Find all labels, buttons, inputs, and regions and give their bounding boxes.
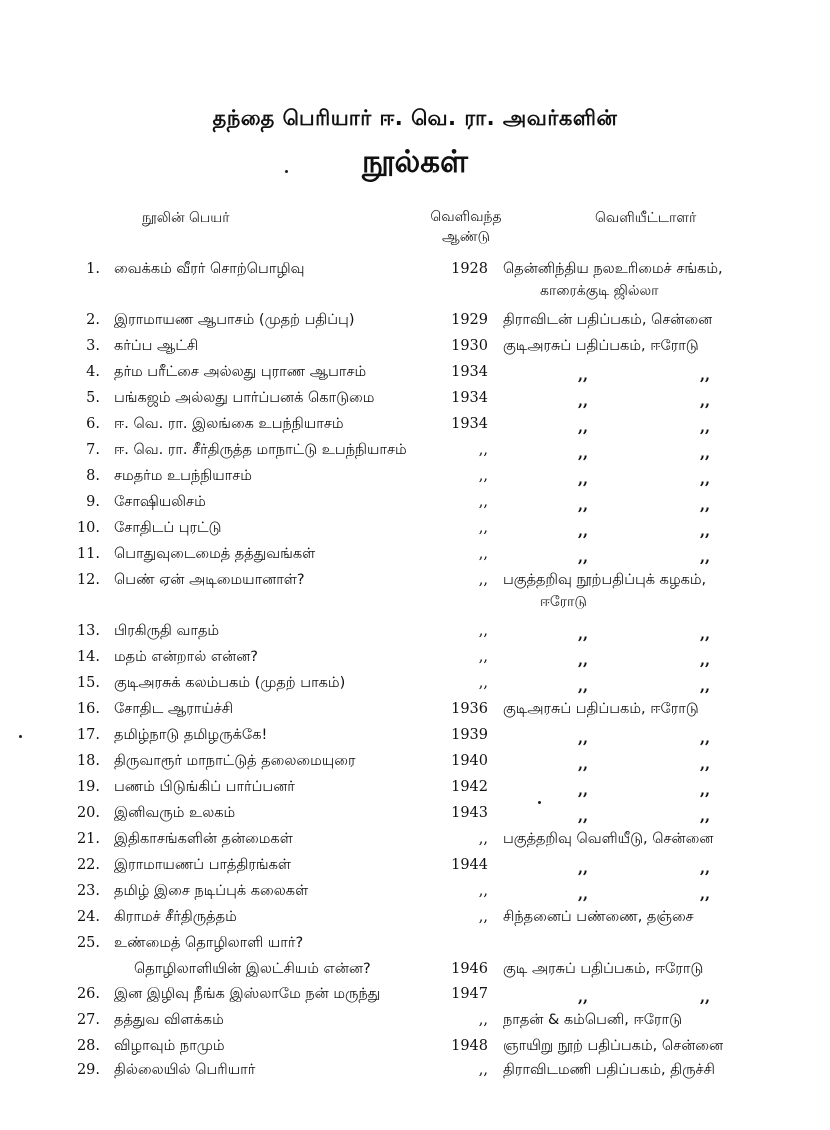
publication-year: ,,: [478, 520, 488, 536]
book-title: பிரகிருதி வாதம்: [114, 623, 220, 639]
book-title: இனிவரும் உலகம்: [114, 805, 236, 821]
book-number: 27.: [76, 1012, 100, 1028]
book-title: தமிழ்நாடு தமிழருக்கே!: [114, 727, 268, 743]
book-title: கிராமச் சீர்திருத்தம்: [114, 909, 237, 925]
book-title: பங்கஜம் அல்லது பார்ப்பனக் கொடுமை: [114, 390, 375, 406]
table-row: [0, 723, 830, 747]
publisher-ditto-mark: ,,: [578, 549, 589, 566]
publisher-ditto-mark: ,,: [578, 756, 589, 773]
table-row: [0, 542, 830, 566]
table-row: [0, 464, 830, 488]
publisher-ditto-mark: ,,: [578, 730, 589, 747]
book-number: 6.: [86, 416, 100, 432]
publication-year: 1934: [451, 364, 488, 380]
book-title: தர்ம பரீட்சை அல்லது புராண ஆபாசம்: [114, 364, 367, 380]
publisher-ditto-mark: ,,: [700, 730, 711, 747]
publisher-ditto-mark: ,,: [700, 497, 711, 514]
book-number: 9.: [86, 494, 100, 510]
book-title: தமிழ் இசை நடிப்புக் கலைகள்: [114, 883, 309, 899]
publisher-ditto-mark: ,,: [700, 808, 711, 825]
book-number: 17.: [76, 727, 100, 743]
publication-year: 1948: [451, 1038, 488, 1054]
book-number: 20.: [76, 805, 100, 821]
publisher-name: குடிஅரசுப் பதிப்பகம், ஈரோடு: [503, 338, 699, 354]
table-row: [0, 905, 830, 929]
publication-year: ,,: [478, 1012, 488, 1028]
publication-year: 1947: [451, 986, 488, 1002]
publisher-ditto-mark: ,,: [578, 678, 589, 695]
column-header-book-name: நூலின் பெயர்: [142, 210, 230, 226]
table-row: [0, 568, 830, 610]
book-number: 24.: [76, 909, 100, 925]
publisher-ditto-mark: ,,: [700, 549, 711, 566]
book-number: 23.: [76, 883, 100, 899]
book-title: பணம் பிடுங்கிப் பார்ப்பனர்: [114, 779, 295, 795]
publication-year: 1944: [451, 857, 488, 873]
book-number: 7.: [86, 442, 100, 458]
book-title: உண்மைத் தொழிலாளி யார்?: [114, 935, 304, 951]
publisher-ditto-mark: ,,: [700, 756, 711, 773]
publisher-name: ஞாயிறு நூற் பதிப்பகம், சென்னை: [503, 1038, 724, 1054]
table-row: [0, 1008, 830, 1032]
table-row: [0, 931, 830, 977]
table-row: [0, 671, 830, 695]
publisher-name: திராவிடன் பதிப்பகம், சென்னை: [503, 312, 713, 328]
book-number: 13.: [76, 623, 100, 639]
publisher-ditto-mark: ,,: [700, 678, 711, 695]
table-row: [0, 516, 830, 540]
publication-year: ,,: [478, 494, 488, 510]
publication-year: ,,: [478, 623, 488, 639]
publisher-ditto-mark: ,,: [700, 419, 711, 436]
book-number: 11.: [76, 546, 100, 562]
publisher-ditto-mark: ,,: [578, 782, 589, 799]
publisher-ditto-mark: ,,: [578, 989, 589, 1006]
publisher-ditto-mark: ,,: [578, 808, 589, 825]
table-row: [0, 412, 830, 436]
table-row: [0, 360, 830, 384]
publisher-ditto-mark: ,,: [578, 652, 589, 669]
book-title: இன இழிவு நீங்க இஸ்லாமே நன் மருந்து: [114, 986, 381, 1002]
publication-year: ,,: [478, 883, 488, 899]
publisher-name: குடி அரசுப் பதிப்பகம், ஈரோடு: [503, 961, 704, 977]
table-row: [0, 619, 830, 643]
table-row: [0, 334, 830, 358]
publisher-name-line2: ஈரோடு: [540, 594, 587, 610]
column-header-year-line2: ஆண்டு: [441, 229, 490, 245]
publisher-name: தென்னிந்திய நலஉரிமைச் சங்கம்,: [503, 261, 723, 277]
publisher-ditto-mark: ,,: [700, 471, 711, 488]
book-title: தில்லையில் பெரியார்: [114, 1062, 256, 1078]
table-row: [0, 257, 830, 299]
publisher-ditto-mark: ,,: [700, 523, 711, 540]
book-number: 1.: [86, 261, 100, 277]
publication-year: ,,: [478, 675, 488, 691]
book-number: 26.: [76, 986, 100, 1002]
publisher-ditto-mark: ,,: [578, 419, 589, 436]
table-row: [0, 697, 830, 721]
book-number: 8.: [86, 468, 100, 484]
book-title: மதம் என்றால் என்ன?: [114, 649, 258, 665]
book-number: 3.: [86, 338, 100, 354]
publisher-ditto-mark: ,,: [578, 523, 589, 540]
book-title: கர்ப்ப ஆட்சி: [114, 338, 199, 354]
publication-year: 1936: [451, 701, 488, 717]
publisher-name: திராவிடமணி பதிப்பகம், திருச்சி: [503, 1062, 715, 1078]
publisher-ditto-mark: ,,: [578, 497, 589, 514]
book-title-line2: தொழிலாளியின் இலட்சியம் என்ன?: [134, 961, 371, 977]
publication-year: 1942: [451, 779, 488, 795]
book-title: சோதிட ஆராய்ச்சி: [114, 701, 234, 717]
book-number: 2.: [86, 312, 100, 328]
book-number: 14.: [76, 649, 100, 665]
publication-year: ,,: [478, 831, 488, 847]
book-title: சமதர்ம உபந்நியாசம்: [114, 468, 252, 484]
publisher-ditto-mark: ,,: [578, 860, 589, 877]
publisher-ditto-mark: ,,: [578, 445, 589, 462]
table-row: [0, 853, 830, 877]
publisher-ditto-mark: ,,: [578, 367, 589, 384]
book-number: 10.: [76, 520, 100, 536]
publisher-ditto-mark: ,,: [700, 626, 711, 643]
book-title: இதிகாசங்களின் தன்மைகள்: [114, 831, 293, 847]
book-title: பெண் ஏன் அடிமையானாள்?: [114, 572, 305, 588]
table-row: [0, 1058, 830, 1082]
publication-year: ,,: [478, 649, 488, 665]
publication-year: ,,: [478, 546, 488, 562]
publication-year: ,,: [478, 442, 488, 458]
book-number: 4.: [86, 364, 100, 380]
publisher-ditto-mark: ,,: [578, 393, 589, 410]
publisher-ditto-mark: ,,: [700, 367, 711, 384]
page-subheading: நூல்கள்: [361, 144, 469, 180]
publication-year: 1943: [451, 805, 488, 821]
book-title: பொதுவுடைமைத் தத்துவங்கள்: [114, 546, 316, 562]
publisher-name: சிந்தனைப் பண்ணை, தஞ்சை: [503, 909, 694, 925]
publisher-ditto-mark: ,,: [700, 989, 711, 1006]
publisher-ditto-mark: ,,: [700, 886, 711, 903]
publication-year: 1939: [451, 727, 488, 743]
publisher-ditto-mark: ,,: [578, 886, 589, 903]
table-row: [0, 490, 830, 514]
table-row: [0, 749, 830, 773]
publisher-ditto-mark: ,,: [578, 626, 589, 643]
book-number: 19.: [76, 779, 100, 795]
book-title: விழாவும் நாமும்: [114, 1038, 225, 1054]
table-row: [0, 386, 830, 410]
book-number: 25.: [76, 935, 100, 951]
publisher-name: பகுத்தறிவு வெளியீடு, சென்னை: [503, 831, 714, 847]
print-speck: [285, 170, 288, 173]
publisher-ditto-mark: ,,: [700, 652, 711, 669]
table-row: [0, 775, 830, 799]
publisher-ditto-mark: ,,: [700, 393, 711, 410]
table-row: [0, 1034, 830, 1058]
book-number: 22.: [76, 857, 100, 873]
book-title: சோதிடப் புரட்டு: [114, 520, 222, 536]
book-title: சோஷியலிசம்: [114, 494, 206, 510]
book-title: குடிஅரசுக் கலம்பகம் (முதற் பாகம்): [114, 675, 346, 691]
publication-year: 1928: [451, 261, 488, 277]
table-row: [0, 982, 830, 1006]
book-number: 5.: [86, 390, 100, 406]
publication-year: 1929: [451, 312, 488, 328]
column-header-year: [420, 207, 512, 247]
publisher-ditto-mark: ,,: [578, 471, 589, 488]
publisher-name-line2: காரைக்குடி ஜில்லா: [540, 283, 659, 299]
book-title: இராமாயண ஆபாசம் (முதற் பதிப்பு): [114, 312, 355, 328]
publisher-ditto-mark: ,,: [700, 860, 711, 877]
publication-year: ,,: [478, 1062, 488, 1078]
book-title: ஈ. வெ. ரா. சீர்திருத்த மாநாட்டு உபந்நியாசம்: [114, 442, 407, 458]
table-row: [0, 308, 830, 332]
table-row: [0, 879, 830, 903]
book-title: தத்துவ விளக்கம்: [114, 1012, 224, 1028]
publisher-name: பகுத்தறிவு நூற்பதிப்புக் கழகம்,: [503, 572, 707, 588]
book-title: ஈ. வெ. ரா. இலங்கை உபந்நியாசம்: [114, 416, 344, 432]
publication-year: 1934: [451, 416, 488, 432]
publication-year: 1946: [451, 961, 488, 977]
table-row: [0, 645, 830, 669]
book-title: இராமாயணப் பாத்திரங்கள்: [114, 857, 291, 873]
publication-year: ,,: [478, 468, 488, 484]
publication-year: 1940: [451, 753, 488, 769]
table-row: [0, 438, 830, 462]
page-heading: தந்தை பெரியார் ஈ. வெ. ரா. அவர்களின்: [212, 106, 618, 130]
column-header-year-line1: வெளிவந்த: [430, 209, 502, 225]
publisher-name: நாதன் & கம்பெனி, ஈரோடு: [503, 1012, 683, 1028]
book-number: 21.: [76, 831, 100, 847]
book-number: 12.: [76, 572, 100, 588]
publisher-ditto-mark: ,,: [700, 445, 711, 462]
publisher-name: குடிஅரசுப் பதிப்பகம், ஈரோடு: [503, 701, 699, 717]
table-row: [0, 827, 830, 851]
book-number: 28.: [76, 1038, 100, 1054]
publication-year: 1934: [451, 390, 488, 406]
book-number: 15.: [76, 675, 100, 691]
table-row: [0, 801, 830, 825]
publication-year: ,,: [478, 572, 488, 588]
book-number: 18.: [76, 753, 100, 769]
publisher-ditto-mark: ,,: [700, 782, 711, 799]
book-number: 29.: [76, 1062, 100, 1078]
publication-year: ,,: [478, 909, 488, 925]
book-title: வைக்கம் வீரர் சொற்பொழிவு: [114, 261, 305, 277]
publication-year: 1930: [451, 338, 488, 354]
column-header-publisher: வெளியீட்டாளர்: [595, 210, 697, 226]
book-title: திருவாரூர் மாநாட்டுத் தலைமையுரை: [114, 753, 356, 769]
book-number: 16.: [76, 701, 100, 717]
